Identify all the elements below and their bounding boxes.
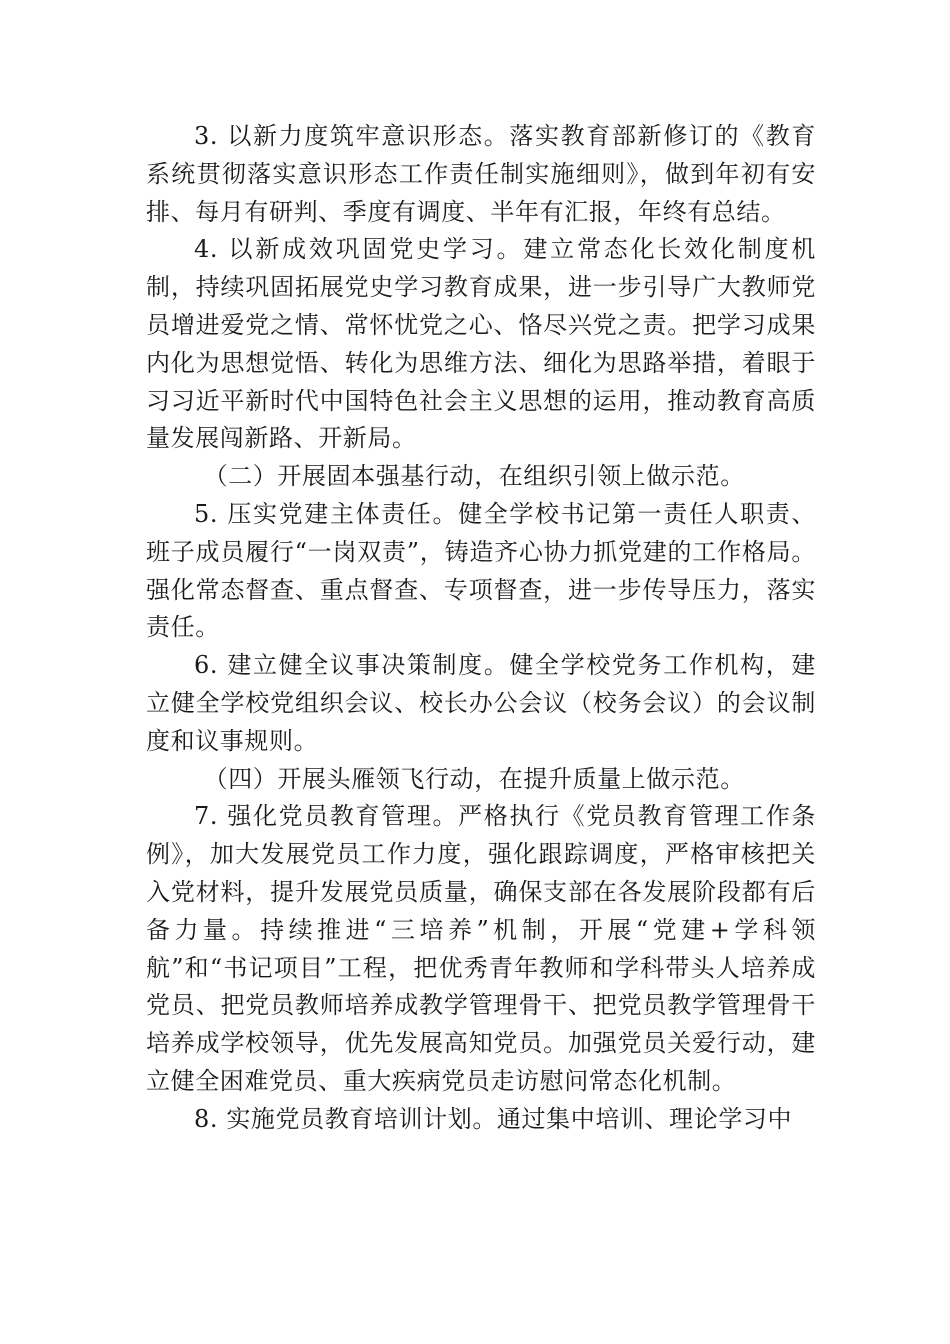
paragraph-6-decision-system: 6. 建立健全议事决策制度。健全学校党务工作机构，建立健全学校党组织会议、校长办公会议（校务会议）的会议制度和议事规则。 [146, 651, 816, 755]
section-heading-2: （二）开展固本强基行动，在组织引领上做示范。 [203, 462, 745, 491]
paragraph-5-responsibility: 5. 压实党建主体责任。健全学校书记第一责任人职责、班子成员履行“一岗双责”，铸造齐心协力抓党建的工作格局。强化常态督查、重点督查、专项督查，进一步传导压力，落实责任。 [146, 499, 816, 642]
paragraph-4-party-history: 4. 以新成效巩固党史学习。建立常态化长效化制度机制，持续巩固拓展党史学习教育成果，进一步引导广大教师党员增进爱党之情、常怀忧党之心、恪尽兴党之责。把学习成果内化为思想觉悟、转化为思维方法、细化为思路举措，着眼于习习近平新时代中国特色社会主义思想的运用，推动教育高质量发展闯新路、开新局。 [146, 235, 816, 453]
paragraph-7-member-management: 7. 强化党员教育管理。严格执行《党员教育管理工作条例》，加大发展党员工作力度，强化跟踪调度，严格审核把关入党材料，提升发展党员质量，确保支部在各发展阶段都有后备力量。持续推进“三培养”机制，开展“党建+学科领航”和“书记项目”工程，把优秀青年教师和学科带头人培养成党员、把党员教师培养成教学管理骨干、把党员教学管理骨干培养成学校领导，优先发展高知党员。加强党员关爱行动，建立健全困难党员、重大疾病党员走访慰问常态化机制。 [146, 802, 816, 1095]
section-heading-4: （四）开展头雁领飞行动，在提升质量上做示范。 [203, 764, 745, 793]
document-page [146, 118, 816, 1139]
paragraph-8-training-plan: 8. 实施党员教育培训计划。通过集中培训、理论学习中 [194, 1104, 793, 1133]
paragraph-3-ideology: 3. 以新力度筑牢意识形态。落实教育部新修订的《教育系统贯彻落实意识形态工作责任制实施细则》，做到年初有安排、每月有研判、季度有调度、半年有汇报，年终有总结。 [146, 122, 816, 226]
